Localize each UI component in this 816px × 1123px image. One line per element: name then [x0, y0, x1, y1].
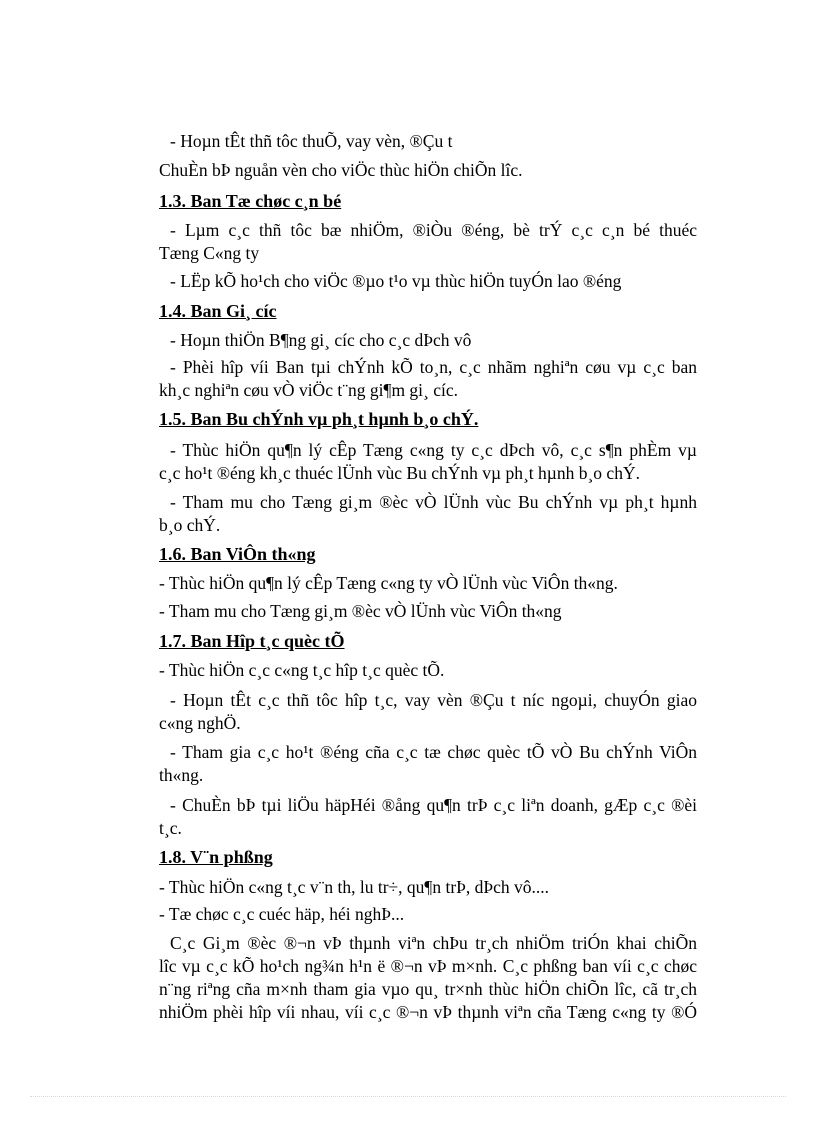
body-line: c«ng nghÖ. [159, 713, 241, 733]
body-line: n¨ng riªng cña m×nh tham gia vµo qu¸ tr×nh thùc hiÖn chiÕn lîc, cã tr¸ch [159, 979, 697, 999]
body-line: c¸c ho¹t ®éng kh¸c thuéc lÜnh vùc Bu chÝnh vµ ph¸t hµnh b¸o chÝ. [159, 463, 640, 483]
section-heading-1-3: 1.3. Ban Tæ chøc c¸n bé [159, 191, 342, 211]
body-line: - Hoµn tÊt c¸c thñ tôc hîp t¸c, vay vèn ®Çu t níc ngoµi, chuyÓn giao [170, 690, 697, 710]
body-line: - Tæ chøc c¸c cuéc häp, héi nghÞ... [159, 904, 405, 924]
section-heading-1-6: 1.6. Ban ViÔn th«ng [159, 544, 316, 564]
body-line: - Thùc hiÖn c«ng t¸c v¨n th, lu tr÷, qu¶n trÞ, dÞch vô.... [159, 877, 550, 897]
body-line: kh¸c nghiªn cøu vÒ viÖc t¨ng gi¶m gi¸ cíc. [159, 380, 459, 400]
body-line: - Lµm c¸c thñ tôc bæ nhiÖm, ®iÒu ®éng, bè trÝ c¸c c¸n bé thuéc [170, 220, 697, 240]
section-heading-1-5: 1.5. Ban Bu chÝnh vµ ph¸t hµnh b¸o chÝ. [159, 409, 479, 429]
body-line: b¸o chÝ. [159, 515, 221, 535]
body-line: - Tham mu cho Tæng gi¸m ®èc vÒ lÜnh vùc ViÔn th«ng [159, 601, 562, 621]
body-line: ChuÈn bÞ nguån vèn cho viÖc thùc hiÖn chiÕn lîc. [159, 160, 523, 180]
body-line: - ChuÈn bÞ tµi liÖu häpHéi ®ång qu¶n trÞ c¸c liªn doanh, gÆp c¸c ®èi [170, 795, 697, 815]
body-line: - Thùc hiÖn qu¶n lý cÊp Tæng c«ng ty vÒ lÜnh vùc ViÔn th«ng. [159, 573, 618, 593]
body-line: Tæng C«ng ty [159, 243, 260, 263]
body-line: C¸c Gi¸m ®èc ®¬n vÞ thµnh viªn chÞu tr¸ch nhiÖm triÓn khai chiÕn [170, 933, 697, 953]
body-line: - Tham mu cho Tæng gi¸m ®èc vÒ lÜnh vùc Bu chÝnh vµ ph¸t hµnh [170, 492, 697, 512]
body-line: - Tham gia c¸c ho¹t ®éng cña c¸c tæ chøc quèc tÕ vÒ Bu chÝnh ViÔn [170, 742, 697, 762]
section-heading-1-4: 1.4. Ban Gi¸ cíc [159, 301, 277, 321]
section-heading-1-7: 1.7. Ban Hîp t¸c quèc tÕ [159, 631, 345, 651]
body-line: - LËp kÕ ho¹ch cho viÖc ®µo t¹o vµ thùc hiÖn tuyÓn lao ®éng [170, 271, 622, 291]
section-heading-1-8: 1.8. V¨n phßng [159, 847, 273, 867]
body-line: nhiÖm phèi hîp víi nhau, víi c¸c ®¬n vÞ thµnh viªn cña Tæng c«ng ty ®Ó [159, 1002, 697, 1022]
body-line: - Thùc hiÖn c¸c c«ng t¸c hîp t¸c quèc tÕ. [159, 660, 445, 680]
body-line: t¸c. [159, 818, 182, 838]
body-line: th«ng. [159, 765, 204, 785]
body-line: - Hoµn tÊt thñ tôc thuÕ, vay vèn, ®Çu t [170, 131, 453, 151]
body-line: lîc vµ c¸c kÕ ho¹ch ng¾n h¹n ë ®¬n vÞ m×nh. C¸c phßng ban víi c¸c chøc [159, 956, 697, 976]
body-line: - Hoµn thiÖn B¶ng gi¸ cíc cho c¸c dÞch vô [170, 330, 472, 350]
body-line: - Thùc hiÖn qu¶n lý cÊp Tæng c«ng ty c¸c dÞch vô, c¸c s¶n phÈm vµ [170, 440, 697, 460]
page-bottom-divider [30, 1096, 786, 1097]
body-line: - Phèi hîp víi Ban tµi chÝnh kÕ to¸n, c¸c nhãm nghiªn cøu vµ c¸c ban [170, 357, 697, 377]
